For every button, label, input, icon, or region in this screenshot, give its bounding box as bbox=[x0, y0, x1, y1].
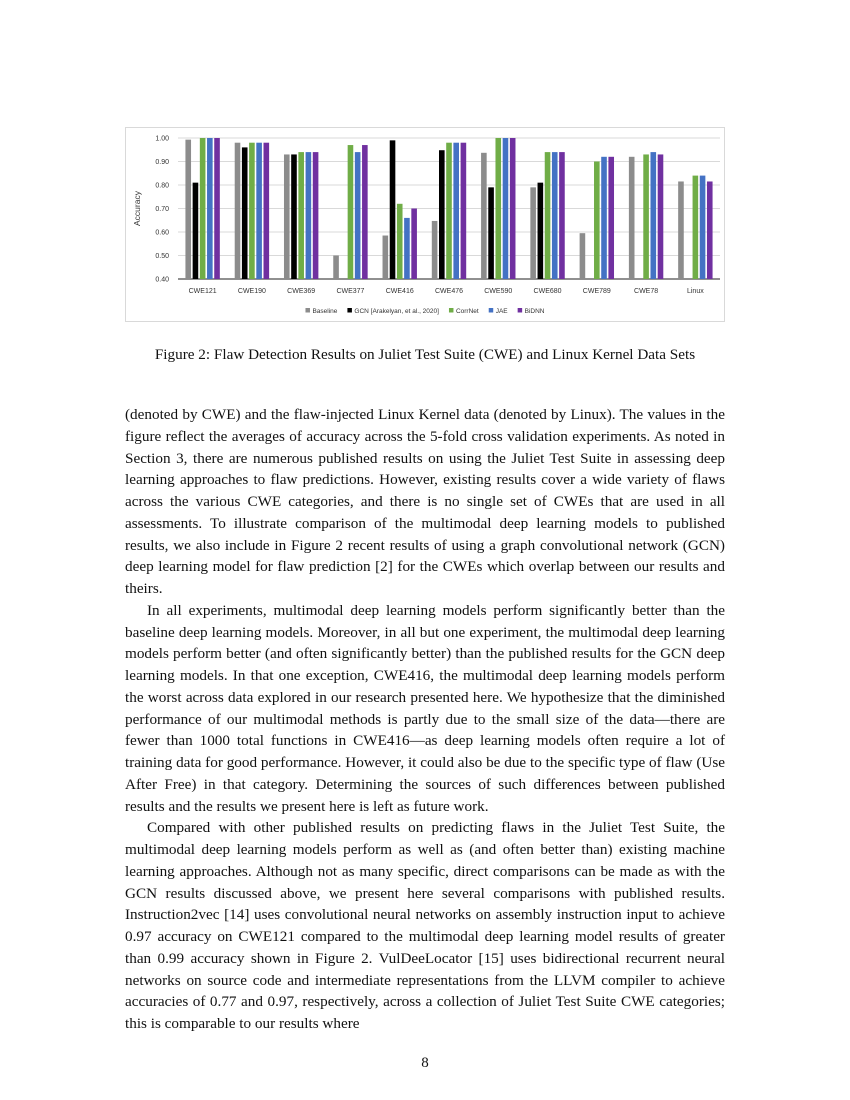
bar-corrnet bbox=[495, 138, 501, 279]
x-tick-label: CWE369 bbox=[287, 288, 316, 295]
legend-swatch bbox=[347, 308, 352, 313]
x-tick-label: CWE789 bbox=[582, 288, 611, 295]
y-tick-label: 0.90 bbox=[155, 159, 169, 166]
bar-bidnn bbox=[559, 152, 565, 279]
bar-jae bbox=[700, 176, 706, 279]
bar-baseline bbox=[432, 221, 438, 279]
bar-jae bbox=[306, 152, 312, 279]
bar-corrnet bbox=[594, 162, 600, 280]
bar-jae bbox=[503, 138, 509, 279]
bar-corrnet bbox=[693, 176, 699, 279]
y-tick-label: 0.60 bbox=[155, 229, 169, 237]
paragraph: In all experiments, multimodal deep learning models perform significantly better than the baseline deep learning models. Moreover, in all but one experiment, the multimodal deep learning models perform better (and often significantly better) than the published results for the GCN deep learning models. In that one exception, CWE416, the multimodal deep learning models perform the worst across data explored in our research presented here. We hypothesize that the diminished performance of our multimodal methods is partly due to the small size of the data—there are fewer than 1000 total functions in CWE416—as deep learning models often require a lot of training data for good performance. However, it could also be due to the specific type of flaw (Use After Free) in that category. Determining the sources of such differences between published results and the results we present here is left as future work. bbox=[125, 601, 725, 815]
y-axis-title: Accuracy bbox=[132, 191, 142, 226]
paragraph: Compared with other published results on predicting flaws in the Juliet Test Suite, the multimodal deep learning models perform as well as (and often better than) existing machine learning approaches. Although not as many specific, direct comparisons can be made as with the GCN results discussed above, we present here several comparisons with published results. Instruction2vec [14] uses convolutional neural networks on assembly instruction input to achieve 0.97 accuracy on CWE121 compared to the multimodal deep learning model results of greater than 0.99 accuracy shown in Figure 2. VulDeeLocator [15] uses bidirectional recurrent neural networks on source code and intermediate representations from the LLVM compiler to achieve accuracies of 0.77 and 0.97, respectively, across a collection of Juliet Test Suite CWE categories; this is comparable to our results where bbox=[125, 819, 725, 1032]
bar-corrnet bbox=[397, 204, 403, 279]
bar-jae bbox=[404, 218, 410, 279]
bar-baseline bbox=[235, 143, 241, 279]
chart-svg bbox=[126, 128, 724, 321]
bar-corrnet bbox=[200, 138, 206, 279]
bar-jae bbox=[601, 157, 607, 279]
legend-swatch bbox=[449, 308, 454, 313]
figure-2-bar-chart bbox=[125, 127, 725, 322]
bar-jae bbox=[256, 143, 262, 279]
x-tick-label: CWE590 bbox=[484, 288, 513, 295]
x-tick-label: CWE190 bbox=[237, 288, 266, 295]
bar-bidnn bbox=[313, 152, 319, 279]
x-tick-label: Linux bbox=[686, 288, 704, 295]
bar-baseline bbox=[284, 154, 290, 279]
legend-label: CorrNet bbox=[455, 308, 479, 315]
page-number: 8 bbox=[421, 1054, 429, 1071]
bar-bidnn bbox=[362, 145, 368, 279]
bar-bidnn bbox=[411, 209, 417, 280]
bar-baseline bbox=[629, 157, 635, 279]
y-tick-label: 0.80 bbox=[155, 182, 169, 190]
paragraph: (denoted by CWE) and the flaw-injected Linux Kernel data (denoted by Linux). The values in the figure reflect the averages of accuracy across the 5-fold cross validation experiments. As noted in Section 3, there are numerous published results on using the Juliet Test Suite in assessing deep learning approaches to flaw predictions. However, existing results cover a wide variety of flaws across the various CWE categories, and there is no single set of CWEs that are used in all assessments. To illustrate comparison of the multimodal deep learning models to published results, we also include in Figure 2 recent results of using a graph convolutional network (GCN) deep learning model for flaw prediction [2] for the CWEs which overlap between our results and theirs. bbox=[125, 406, 725, 597]
legend-label: BiDNN bbox=[524, 308, 545, 315]
bar-corrnet bbox=[348, 145, 354, 279]
bar-corrnet bbox=[298, 152, 304, 279]
legend-swatch bbox=[489, 308, 494, 313]
x-tick-label: CWE680 bbox=[533, 288, 562, 295]
bar-bidnn bbox=[707, 181, 713, 279]
bar-gcn bbox=[538, 183, 544, 279]
y-tick-label: 0.40 bbox=[155, 276, 169, 284]
text-flow bbox=[125, 404, 725, 1073]
bar-jae bbox=[207, 138, 213, 279]
y-tick-label: 1.00 bbox=[155, 135, 169, 143]
legend-swatch bbox=[305, 308, 310, 313]
bar-corrnet bbox=[643, 154, 649, 279]
y-tick-label: 0.50 bbox=[155, 253, 169, 260]
bar-gcn bbox=[193, 183, 199, 279]
bar-jae bbox=[355, 152, 361, 279]
bar-gcn bbox=[242, 147, 248, 279]
bar-jae bbox=[552, 152, 558, 279]
bar-baseline bbox=[580, 233, 586, 279]
bar-gcn bbox=[439, 150, 445, 279]
bar-jae bbox=[453, 143, 459, 279]
bar-jae bbox=[650, 152, 656, 279]
bar-corrnet bbox=[446, 143, 452, 279]
bar-baseline bbox=[481, 153, 487, 279]
bar-baseline bbox=[333, 256, 339, 280]
bar-corrnet bbox=[249, 143, 255, 279]
bar-bidnn bbox=[510, 138, 516, 279]
figure-caption: Figure 2: Flaw Detection Results on Juliet Test Suite (CWE) and Linux Kernel Data Sets bbox=[154, 346, 696, 363]
x-tick-label: CWE78 bbox=[634, 288, 659, 295]
bar-corrnet bbox=[545, 152, 551, 279]
x-tick-label: CWE416 bbox=[385, 288, 414, 295]
x-tick-label: CWE121 bbox=[188, 288, 217, 295]
x-tick-label: CWE377 bbox=[336, 288, 365, 295]
y-tick-label: 0.70 bbox=[155, 206, 169, 213]
bar-baseline bbox=[383, 236, 389, 279]
bar-baseline bbox=[185, 140, 191, 279]
bar-bidnn bbox=[608, 157, 614, 279]
bar-bidnn bbox=[264, 143, 270, 279]
bar-bidnn bbox=[658, 154, 664, 279]
legend-label: GCN [Arakelyan, et al., 2020] bbox=[354, 308, 439, 315]
x-tick-label: CWE476 bbox=[434, 288, 464, 295]
bar-baseline bbox=[678, 181, 684, 279]
bar-baseline bbox=[530, 187, 536, 279]
legend-swatch bbox=[518, 308, 523, 313]
legend-label: JAE bbox=[495, 308, 508, 315]
body-text bbox=[125, 404, 725, 1035]
bar-gcn bbox=[488, 187, 494, 279]
bar-gcn bbox=[390, 140, 396, 279]
legend-label: Baseline bbox=[312, 308, 338, 315]
bar-gcn bbox=[291, 154, 297, 279]
bar-bidnn bbox=[214, 138, 220, 279]
bar-bidnn bbox=[461, 143, 467, 279]
